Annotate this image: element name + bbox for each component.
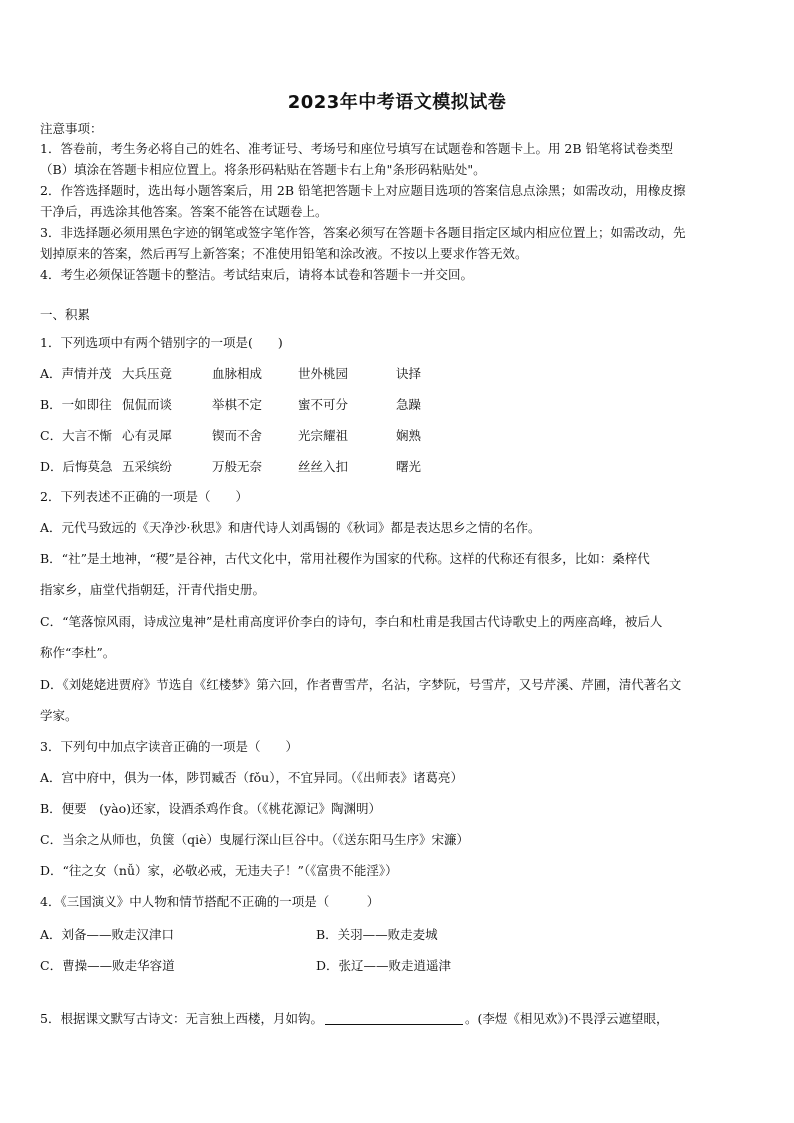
question-1-option-b bbox=[40, 396, 421, 414]
option-term: 曙光 bbox=[396, 459, 422, 474]
option-term: 血脉相成 bbox=[212, 366, 263, 381]
notice-line: 4．考生必须保证答题卡的整洁。考试结束后，请将本试卷和答题卡一并交回。 bbox=[40, 267, 473, 282]
notice-line: 2．作答选择题时，选出每小题答案后，用 2B 铅笔把答题卡上对应题目选项的答案信息点涂黑；如需改动，用橡皮擦 bbox=[40, 183, 686, 198]
question-2-line: A．元代马致远的《天净沙·秋思》和唐代诗人刘禹锡的《秋词》都是表达思乡之情的名作。 bbox=[40, 520, 541, 535]
option-term: 侃侃而谈 bbox=[122, 397, 173, 412]
notice-line: 3．非选择题必须用黑色字迹的钢笔或签字笔作答，答案必须写在答题卡各题目指定区域内相应位置上；如需改动，先 bbox=[40, 225, 686, 240]
notice-line: 1．答卷前，考生务必将自己的姓名、准考证号、考场号和座位号填写在试题卷和答题卡上。用 2B 铅笔将试卷类型 bbox=[40, 141, 674, 156]
option-term: 丝丝入扣 bbox=[298, 459, 349, 474]
option-term: 五采缤纷 bbox=[122, 459, 173, 474]
answer-blank[interactable] bbox=[325, 1010, 463, 1025]
option-term: 锲而不舍 bbox=[212, 428, 263, 443]
question-4-option-d: D．张辽——败走逍遥津 bbox=[316, 958, 452, 973]
option-term: A．声情并茂 bbox=[40, 366, 112, 381]
option-term: 大兵压竟 bbox=[122, 366, 173, 381]
question-4-option-c: C．曹操——败走华容道 bbox=[40, 958, 175, 973]
notice-line: 划掉原来的答案，然后再写上新答案；不准使用铅笔和涂改液。不按以上要求作答无效。 bbox=[40, 246, 528, 261]
question-2-line: D．《刘姥姥进贾府》节选自《红楼梦》第六回，作者曹雪芹，名沾，字梦阮，号雪芹，又号芹溪、芹圃，清代著名文 bbox=[40, 677, 682, 692]
option-term: 世外桃园 bbox=[298, 366, 349, 381]
question-5-line bbox=[40, 1010, 668, 1028]
question-4-option-b: B．关羽——败走麦城 bbox=[316, 927, 438, 942]
option-term: 举棋不定 bbox=[212, 397, 263, 412]
question-2-line: B．“社”是土地神，“稷”是谷神，古代文化中，常用社稷作为国家的代称。这样的代称还有很多，比如：桑梓代 bbox=[40, 551, 650, 566]
question-1-stem: 1．下列选项中有两个错别字的一项是( ) bbox=[40, 335, 283, 350]
question-2-stem: 2．下列表述不正确的一项是（ ） bbox=[40, 489, 248, 504]
notice-line: 干净后，再选涂其他答案。答案不能答在试题卷上。 bbox=[40, 204, 328, 219]
question-2-line: 指家乡，庙堂代指朝廷，汗青代指史册。 bbox=[40, 582, 266, 597]
option-term: B．一如即往 bbox=[40, 397, 112, 412]
option-term: 急躁 bbox=[396, 397, 422, 412]
question-5-text: 5．根据课文默写古诗文：无言独上西楼，月如钩。 bbox=[40, 1011, 323, 1026]
question-4-stem: 4．《三国演义》中人物和情节搭配不正确的一项是（ ） bbox=[40, 894, 380, 909]
question-2-line: 称作“李杜”。 bbox=[40, 645, 116, 660]
option-term: C．大言不惭 bbox=[40, 428, 113, 443]
option-term: 诀择 bbox=[396, 366, 422, 381]
option-term: 光宗耀祖 bbox=[298, 428, 349, 443]
option-term: D．后悔莫急 bbox=[40, 459, 113, 474]
option-term: 娴熟 bbox=[396, 428, 422, 443]
question-4-option-a: A．刘备——败走汉津口 bbox=[40, 927, 175, 942]
question-3-stem: 3．下列句中加点字读音正确的一项是（ ） bbox=[40, 739, 298, 754]
question-2-line: 学家。 bbox=[40, 708, 78, 723]
question-2-line: C．“笔落惊风雨，诗成泣鬼神”是杜甫高度评价李白的诗句，李白和杜甫是我国古代诗歌史上的两座高峰，被后人 bbox=[40, 614, 663, 629]
page-title: 2023年中考语文模拟试卷 bbox=[287, 92, 507, 113]
option-term: 万般无奈 bbox=[212, 459, 263, 474]
notice-line: （B）填涂在答题卡相应位置上。将条形码粘贴在答题卡右上角"条形码粘贴处"。 bbox=[40, 162, 486, 177]
section-heading: 一、积累 bbox=[40, 307, 91, 322]
question-1-option-a bbox=[40, 365, 421, 383]
question-1-option-d bbox=[40, 458, 421, 476]
option-term: 心有灵犀 bbox=[122, 428, 173, 443]
question-3-line: B．便要 (yào)还家，设酒杀鸡作食。（《桃花源记》陶渊明） bbox=[40, 801, 381, 816]
question-3-line: A．宫中府中，俱为一体，陟罚臧否（fǒu），不宜异同。（《出师表》诸葛亮） bbox=[40, 770, 463, 785]
notice-heading: 注意事项： bbox=[40, 121, 103, 136]
question-5-text-after: 。(李煜《相见欢》)不畏浮云遮望眼， bbox=[464, 1011, 669, 1026]
question-1-option-c bbox=[40, 427, 421, 445]
option-term: 蜜不可分 bbox=[298, 397, 349, 412]
question-3-line: C．当余之从师也，负箧（qiè）曳屣行深山巨谷中。（《送东阳马生序》宋濂） bbox=[40, 832, 469, 847]
question-3-line: D．“往之女（nǚ）家，必敬必戒，无违夫子！”（《富贵不能淫》） bbox=[40, 863, 398, 878]
